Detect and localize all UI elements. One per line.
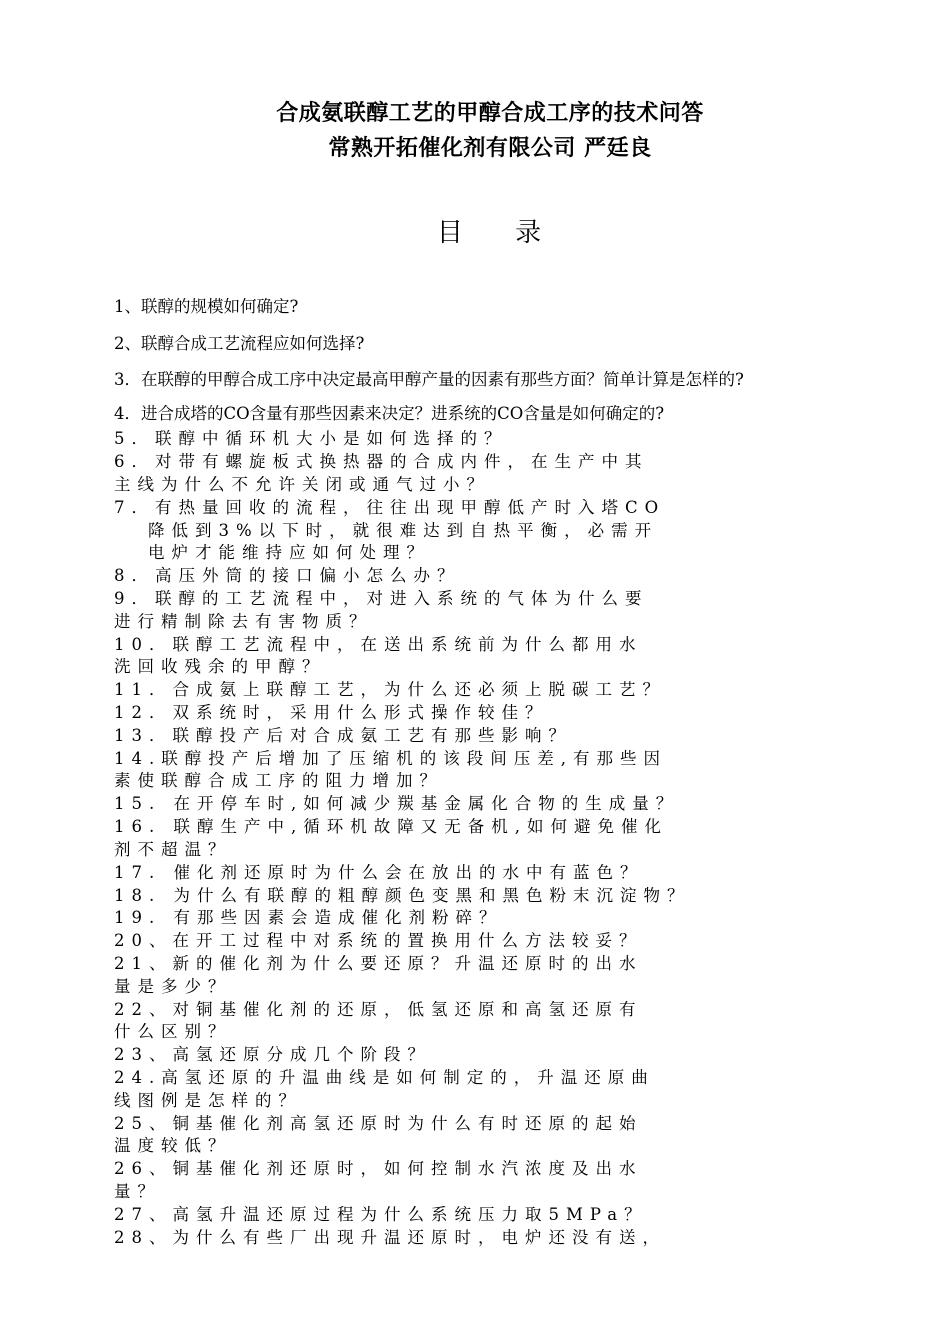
toc-item-continuation: 主线为什么不允许关闭或通气过小？ xyxy=(114,475,490,494)
toc-item-continuation: 量是多少？ xyxy=(114,977,232,996)
toc-item: 3．在联醇的甲醇合成工序中决定最高甲醇产量的因素有那些方面？简单计算是怎样的? xyxy=(114,370,744,389)
toc-item: 10．联醇工艺流程中，在送出系统前为什么都用水 xyxy=(114,635,643,654)
toc-item: 11．合成氨上联醇工艺，为什么还必须上脱碳工艺？ xyxy=(114,680,666,699)
toc-item: 24.高氢还原的升温曲线是如何制定的，升温还原曲 xyxy=(114,1068,655,1087)
toc-item: 4．进合成塔的CO含量有那些因素来决定？进系统的CO含量是如何确定的? xyxy=(114,404,665,423)
toc-item-continuation: 洗回收残余的甲醇？ xyxy=(114,657,326,676)
document-title: 合成氨联醇工艺的甲醇合成工序的技术问答 xyxy=(276,100,704,126)
toc-item-continuation: 素使联醇合成工序的阻力增加？ xyxy=(114,771,443,790)
toc-item-continuation: 温度较低？ xyxy=(114,1136,232,1155)
toc-item-continuation: 线图例是怎样的？ xyxy=(114,1091,302,1110)
toc-item: 12．双系统时，采用什么形式操作较佳？ xyxy=(114,703,549,722)
toc-item: 1、联醇的规模如何确定? xyxy=(114,297,299,316)
toc-item: 20、在开工过程中对系统的置换用什么方法较妥？ xyxy=(114,931,643,950)
toc-item: 22、对铜基催化剂的还原，低氢还原和高氢还原有 xyxy=(114,1000,643,1019)
toc-heading: 目 录 xyxy=(436,218,544,248)
document-subtitle: 常熟开拓催化剂有限公司 严廷良 xyxy=(328,135,652,161)
toc-item: 19. 有那些因素会造成催化剂粉碎？ xyxy=(114,908,503,927)
toc-item: 13．联醇投产后对合成氨工艺有那些影响？ xyxy=(114,726,572,745)
toc-item-continuation: 剂不超温？ xyxy=(114,840,232,859)
toc-item: 9．联醇的工艺流程中，对进入系统的气体为什么要 xyxy=(114,589,649,608)
toc-item: 5．联醇中循环机大小是如何选择的？ xyxy=(114,429,508,448)
toc-item: 18. 为什么有联醇的粗醇颜色变黑和黑色粉末沉淀物？ xyxy=(114,886,691,905)
toc-item: 25、铜基催化剂高氢还原时为什么有时还原的起始 xyxy=(114,1114,643,1133)
toc-item: 8．高压外筒的接口偏小怎么办？ xyxy=(114,566,461,585)
toc-item: 26、铜基催化剂还原时，如何控制水汽浓度及出水 xyxy=(114,1159,643,1178)
toc-item: 2、联醇合成工艺流程应如何选择? xyxy=(114,334,365,353)
toc-item-continuation: 量？ xyxy=(114,1182,161,1201)
toc-item-continuation: 进行精制除去有害物质？ xyxy=(114,612,373,631)
toc-item: 21、新的催化剂为什么要还原？升温还原时的出水 xyxy=(114,954,643,973)
toc-item: 23、高氢还原分成几个阶段？ xyxy=(114,1045,431,1064)
toc-item-continuation: 什么区别？ xyxy=(114,1022,232,1041)
toc-item: 16. 联醇生产中,循环机故障又无备机,如何避免催化 xyxy=(114,817,668,836)
toc-item-continuation: 降低到3%以下时，就很难达到自热平衡，必需开 xyxy=(148,521,659,540)
toc-item: 15. 在开停车时,如何减少羰基金属化合物的生成量？ xyxy=(114,794,680,813)
toc-item: 27、高氢升温还原过程为什么系统压力取5MPa？ xyxy=(114,1205,648,1224)
toc-item: 7．有热量回收的流程，往往出现甲醇低产时入塔CO xyxy=(114,498,666,517)
toc-item: 17. 催化剂还原时为什么会在放出的水中有蓝色？ xyxy=(114,863,644,882)
toc-item: 28、为什么有些厂出现升温还原时，电炉还没有送， xyxy=(114,1228,666,1247)
toc-item: 14.联醇投产后增加了压缩机的该段间压差,有那些因 xyxy=(114,749,667,768)
toc-item: 6．对带有螺旋板式换热器的合成内件，在生产中其 xyxy=(114,452,649,471)
toc-item-continuation: 电炉才能维持应如何处理？ xyxy=(148,543,430,562)
